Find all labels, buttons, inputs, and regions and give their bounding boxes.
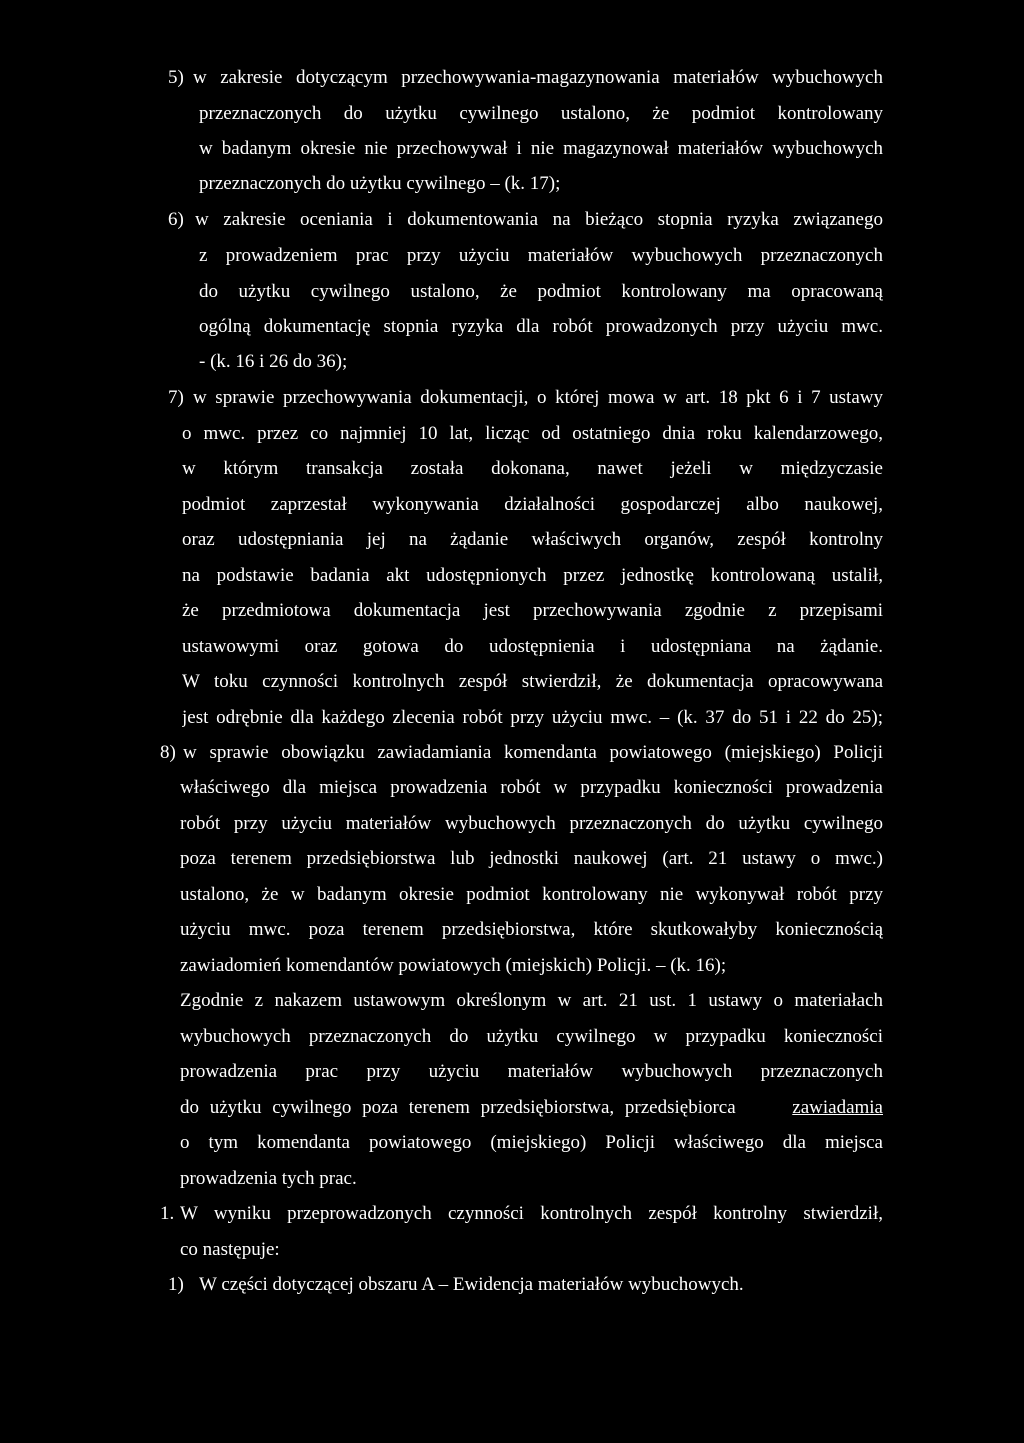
- item-text-line: użyciu mwc. poza terenem przedsiębiorstwa, które skutkowałyby koniecznością: [180, 919, 883, 940]
- item-number: 8): [160, 742, 176, 763]
- item-text-line: ustalono, że w badanym okresie podmiot kontrolowany nie wykonywał robót przy: [180, 884, 883, 905]
- item-text-line: przeznaczonych do użytku cywilnego ustalono, że podmiot kontrolowany: [199, 103, 883, 124]
- underlined-word: zawiadamia: [792, 1097, 883, 1118]
- note-text-line: Zgodnie z nakazem ustawowym określonym w art. 21 ust. 1 ustawy o materiałach: [180, 990, 883, 1011]
- item-text-line: podmiot zaprzestał wykonywania działalności gospodarczej albo naukowej,: [182, 494, 883, 515]
- item-text-line: w którym transakcja została dokonana, nawet jeżeli w międzyczasie: [182, 458, 883, 479]
- item-text-line: właściwego dla miejsca prowadzenia robót w przypadku konieczności prowadzenia: [180, 777, 883, 798]
- note-text-line: o tym komendanta powiatowego (miejskiego) Policji właściwego dla miejsca: [180, 1132, 883, 1153]
- item-text-line: - (k. 16 i 26 do 36);: [199, 351, 348, 372]
- section-text-line: co następuje:: [180, 1239, 280, 1260]
- section-number: 1.: [160, 1203, 175, 1224]
- subitem-text: W części dotyczącej obszaru A – Ewidencja materiałów wybuchowych.: [199, 1274, 744, 1295]
- item-text-line: ustawowymi oraz gotowa do udostępnienia i udostępniana na żądanie.: [182, 636, 883, 657]
- item-text-line: w zakresie oceniania i dokumentowania na bieżąco stopnia ryzyka związanego: [195, 209, 883, 230]
- item-text-line: że przedmiotowa dokumentacja jest przechowywania zgodnie z przepisami: [182, 600, 883, 621]
- item-number: 6): [168, 209, 184, 230]
- item-text-line: w badanym okresie nie przechowywał i nie magazynował materiałów wybuchowych: [199, 138, 883, 159]
- item-text-line: robót przy użyciu materiałów wybuchowych przeznaczonych do użytku cywilnego: [180, 813, 883, 834]
- item-text-line: oraz udostępniania jej na żądanie właściwych organów, zespół kontrolny: [182, 529, 883, 550]
- note-text-line-with-emphasis: [180, 1096, 883, 1120]
- item-text-line: o mwc. przez co najmniej 10 lat, licząc od ostatniego dnia roku kalendarzowego,: [182, 423, 883, 444]
- item-text-line: w sprawie przechowywania dokumentacji, o której mowa w art. 18 pkt 6 i 7 ustawy: [193, 387, 883, 408]
- item-text-line: W toku czynności kontrolnych zespół stwierdził, że dokumentacja opracowywana: [182, 671, 883, 692]
- item-text-line: z prowadzeniem prac przy użyciu materiałów wybuchowych przeznaczonych: [199, 245, 883, 266]
- section-text-line: W wyniku przeprowadzonych czynności kontrolnych zespół kontrolny stwierdził,: [180, 1203, 883, 1224]
- item-number: 5): [168, 67, 184, 88]
- item-text-line: ogólną dokumentację stopnia ryzyka dla robót prowadzonych przy użyciu mwc.: [199, 316, 883, 337]
- item-number: 7): [168, 387, 184, 408]
- item-text-line: w sprawie obowiązku zawiadamiania komendanta powiatowego (miejskiego) Policji: [183, 742, 883, 763]
- item-text-line: w zakresie dotyczącym przechowywania-magazynowania materiałów wybuchowych: [193, 67, 883, 88]
- item-text-line: na podstawie badania akt udostępnionych przez jednostkę kontrolowaną ustalił,: [182, 565, 883, 586]
- note-text-line: prowadzenia prac przy użyciu materiałów wybuchowych przeznaczonych: [180, 1061, 883, 1082]
- note-text-line: prowadzenia tych prac.: [180, 1168, 357, 1189]
- subitem-number: 1): [168, 1274, 184, 1295]
- item-text-line: zawiadomień komendantów powiatowych (miejskich) Policji. – (k. 16);: [180, 955, 727, 976]
- note-text-line: wybuchowych przeznaczonych do użytku cywilnego w przypadku konieczności: [180, 1026, 883, 1047]
- note-text-segment: do użytku cywilnego poza terenem przedsiębiorstwa, przedsiębiorca: [180, 1097, 736, 1118]
- item-text-line: poza terenem przedsiębiorstwa lub jednostki naukowej (art. 21 ustawy o mwc.): [180, 848, 883, 869]
- item-text-line: przeznaczonych do użytku cywilnego – (k. 17);: [199, 173, 561, 194]
- item-text-line: jest odrębnie dla każdego zlecenia robót przy użyciu mwc. – (k. 37 do 51 i 22 do 25);: [182, 707, 883, 728]
- item-text-line: do użytku cywilnego ustalono, że podmiot kontrolowany ma opracowaną: [199, 281, 883, 302]
